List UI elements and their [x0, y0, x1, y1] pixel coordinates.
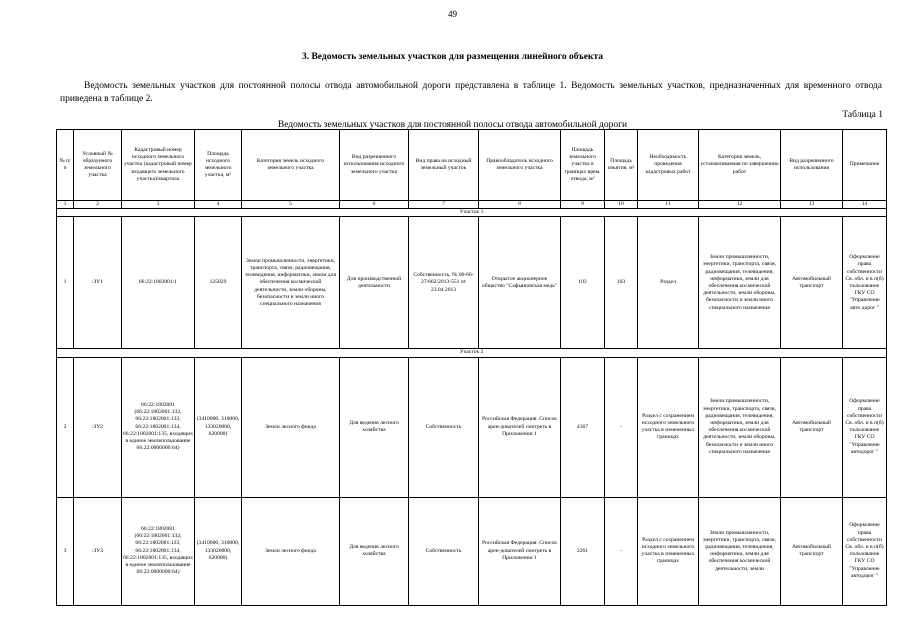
section-heading: 3. Ведомость земельных участков для размещения линейного объекта: [301, 52, 604, 62]
col-header-area-source: Площадь исходного земельного участка, м²: [195, 130, 242, 201]
table-row: [57, 357, 887, 497]
table-title: Ведомость земельных участков для постоянной полосы отвода автомобильной дороги: [277, 120, 628, 130]
table-row: [57, 217, 887, 349]
cell-area-source: 125829: [195, 217, 242, 349]
col-number: 5: [242, 201, 340, 209]
cell-conditional-no: :ЗУ3: [74, 497, 122, 605]
intro-paragraph: Ведомость земельных участков для постоянной полосы отвода автомобильной дороги представлена в таблице 1. Ведомость земельных участков, предназначенных для временного отвода приведена в таблице 2.: [60, 81, 882, 104]
cell-note: Оформление права собственности Св. обл. и в п(б) пользование ГКУ СО "Управление авто дорог ": [843, 217, 887, 349]
cell-right-type: Собственность, № 66-66-27/662/2013-551 от 23.04.2013: [409, 217, 479, 349]
cell-holder: Российская Федерация. Список арен-дователей смотреть в Приложении 1: [479, 497, 561, 605]
cell-cadastral: 66:22:1803001:1: [122, 217, 195, 349]
land-plots-table: [56, 129, 887, 606]
cell-area-seizure: -: [605, 497, 638, 605]
col-header-holder: Правообладатель исходного земельного участка: [479, 130, 561, 201]
cell-cadastral: 66:22:1802001 (66:22:1802001:132, 66:22:1802001:133, 66:22:1802001:134, 66:22:1802001:135, входящих в единое землепользование 66:22:0000000:64): [122, 497, 195, 605]
col-header-conditional-no: Условный № образуемого земельного участка: [74, 130, 122, 201]
cell-permitted-use-source: Для производственной деятельности: [340, 217, 409, 349]
col-number: 6: [340, 201, 409, 209]
col-number: 9: [561, 201, 605, 209]
cell-category-after: Земли промышленности, энергетики, транспорта, связи, радиовещания, телевидения, информатики, земли для обеспечения космической деятельности, земли обороны, безопасности и земли иного специального назначения: [699, 357, 781, 497]
cell-cadastral-works: Раздел с сохранением исходного земельного участка в измененных границах: [638, 357, 699, 497]
col-header-permitted-use: Вид разрешенного использования: [781, 130, 843, 201]
col-header-cadastral-works: Необходимость проведения кадастровых работ: [638, 130, 699, 201]
column-numbers-row: [57, 201, 887, 209]
cell-area-seizure: -: [605, 357, 638, 497]
col-number: 3: [122, 201, 195, 209]
cell-area-temp: 103: [561, 217, 605, 349]
col-number: 11: [638, 201, 699, 209]
col-header-area-temp: Площадь земельного участка в границах врем. отвода, м²: [561, 130, 605, 201]
cell-category-source: Земли лесного фонда: [242, 357, 340, 497]
cell-holder: Российская Федерация. Список арен-дователей смотреть в Приложении 1: [479, 357, 561, 497]
cell-permitted-use: Автомобильный транспорт: [781, 217, 843, 349]
section-title: Участок 2: [57, 349, 887, 357]
cell-category-source: Земли лесного фонда: [242, 497, 340, 605]
cell-note: Оформление права собственности Св. обл. и в п(б) пользование ГКУ СО "Управление автодорог ": [843, 497, 887, 605]
cell-category-source: Земли промышленности, энергетики, транспорта, связи, радиовещания, телевидения, информатики, земли для обеспечения космической деятельности, земли обороны, безопасности и земли иного специального назначения: [242, 217, 340, 349]
col-number: 8: [479, 201, 561, 209]
col-number: 4: [195, 201, 242, 209]
cell-no: 1: [57, 217, 74, 349]
cell-conditional-no: :ЗУ2: [74, 357, 122, 497]
col-number: 1: [57, 201, 74, 209]
cell-conditional-no: :ЗУ1: [74, 217, 122, 349]
cell-permitted-use: Автомобильный транспорт: [781, 497, 843, 605]
col-number: 10: [605, 201, 638, 209]
col-header-permitted-use-source: Вид разрешенного использования исходного земельного участка: [340, 130, 409, 201]
header-row: [57, 130, 887, 201]
col-header-no: № п/п: [57, 130, 74, 201]
cell-holder: Открытое акционерное общество "Сафьяновская медь": [479, 217, 561, 349]
section-row: [57, 209, 887, 217]
cell-right-type: Собственность: [409, 357, 479, 497]
table-label: Таблица 1: [842, 110, 883, 120]
cell-cadastral-works: Раздел: [638, 217, 699, 349]
cell-permitted-use-source: Для ведения лесного хозяйства: [340, 497, 409, 605]
cell-cadastral-works: Раздел с сохранением исходного земельного участка в измененных границах: [638, 497, 699, 605]
cell-category-after: Земли промышленности, энергетики, транспорта, связи, радиовещания, телевидения, информатики, земли для обеспечения космической деятельности, земли: [702, 529, 777, 572]
col-header-category-source: Категория земель исходного земельного участка: [242, 130, 340, 201]
col-number: 12: [699, 201, 781, 209]
col-number: 7: [409, 201, 479, 209]
col-header-cadastral: Кадастровый номер исходного земельного участка (кадастровый номер входящего земельного участка)/квартала: [122, 130, 195, 201]
table-row: [57, 497, 887, 605]
cell-area-seizure: 103: [605, 217, 638, 349]
page-number: 49: [448, 9, 457, 19]
cell-right-type: Собственность: [409, 497, 479, 605]
cell-permitted-use-source: Для ведения лесного хозяйства: [340, 357, 409, 497]
cell-note: Оформление права собственности Св. обл. и в п(б) пользование ГКУ СО "Управление автодорог ": [843, 357, 887, 497]
cell-area-source: (3410000, 310000, 133020000, 620000): [195, 497, 242, 605]
cell-area-source: (3410000, 310000, 133020000, 620000): [195, 357, 242, 497]
col-number: 2: [74, 201, 122, 209]
col-header-right-type: Вид права на исходный земельный участок: [409, 130, 479, 201]
cell-category-after: Земли промышленности, энергетики, транспорта, связи, радиовещания, телевидения, информатики, земли для обеспечения космической деятельности, земли обороны, безопасности и земли иного специального назначения: [699, 217, 781, 349]
col-header-category-after: Категория земель, устанавливаемая по завершению работ: [699, 130, 781, 201]
col-header-area-seizure: Площадь изъятия, м²: [605, 130, 638, 201]
section-title: Участок 1: [57, 209, 887, 217]
col-number: 14: [843, 201, 887, 209]
cell-category-after-wrap: [699, 497, 781, 605]
cell-cadastral: 66:22:1802001 (66:22:1802001:132, 66:22:1802001:133, 66:22:1802001:134, 66:22:1802001:135, входящих в единое землепользование 66:22:0000000:64): [122, 357, 195, 497]
cell-no: 3: [57, 497, 74, 605]
cell-area-temp: 2261: [561, 497, 605, 605]
col-header-note: Примечание: [843, 130, 887, 201]
col-number: 13: [781, 201, 843, 209]
cell-permitted-use: Автомобильный транспорт: [781, 357, 843, 497]
cell-area-temp: 4367: [561, 357, 605, 497]
section-row: [57, 349, 887, 357]
cell-no: 2: [57, 357, 74, 497]
